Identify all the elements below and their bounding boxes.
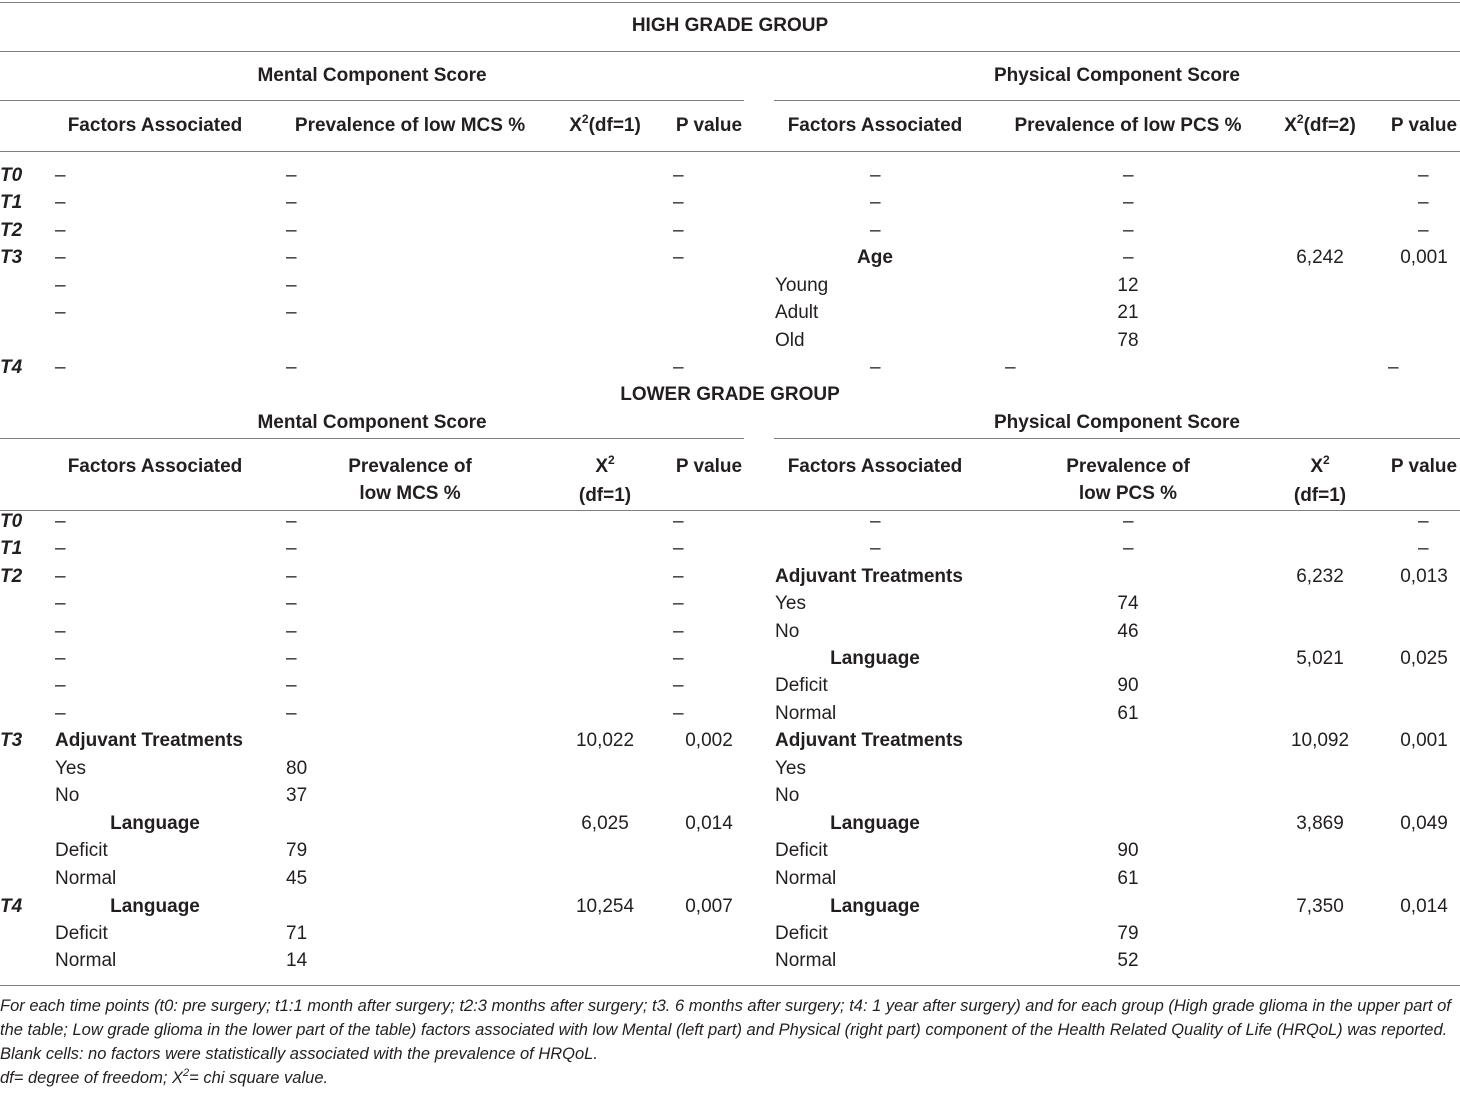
low-pcs-chi-value: 7,350 — [1296, 896, 1344, 917]
high-time-t0: T0 — [0, 165, 23, 186]
high-pcs-dash: – — [870, 220, 881, 241]
low-mcs-level-label: Deficit — [55, 923, 108, 944]
low-mcs-dash: – — [673, 621, 684, 642]
high-grade-title: HIGH GRADE GROUP — [631, 15, 829, 36]
footnote-abbreviations: df= degree of freedom; $X^2=$ chi square value. — [0, 1067, 329, 1087]
low-mcs-title: Mental Component Score — [257, 412, 487, 433]
low-mcs-dash: – — [673, 538, 684, 559]
low-pcs-chi-value: 3,869 — [1296, 813, 1344, 834]
low-pcs-level-label: Deficit — [775, 923, 828, 944]
high-mcs-chi-header: $X^2(df=1)$ — [569, 112, 641, 136]
table-footnote — [0, 994, 1458, 1092]
low-mcs-level-label: Deficit — [55, 840, 108, 861]
low-mcs-level-value: 79 — [286, 840, 308, 861]
low-pcs-level-value: 90 — [1117, 675, 1139, 696]
low-pcs-level-value: 79 — [1117, 923, 1139, 944]
low-mcs-factor-language: Language — [110, 896, 200, 917]
low-mcs-dash: – — [55, 648, 66, 669]
low-pcs-level-label: No — [775, 621, 800, 642]
rule-high-mcs — [0, 100, 744, 101]
low-pcs-dash: – — [1418, 511, 1429, 532]
low-pcs-chi-header: $X^2$ (df=1) — [1293, 453, 1347, 506]
low-mcs-level-label: Normal — [55, 868, 117, 889]
high-pcs-level-value: 78 — [1117, 330, 1139, 351]
low-pcs-level-value: 61 — [1117, 703, 1139, 724]
high-mcs-dash: – — [286, 192, 297, 213]
high-mcs-dash: – — [673, 247, 684, 268]
low-mcs-level-label: No — [55, 785, 80, 806]
low-pcs-level-value: 74 — [1117, 593, 1139, 614]
low-pcs-level-label: Normal — [775, 950, 837, 971]
low-mcs-factor-language: Language — [110, 813, 200, 834]
low-mcs-dash: – — [673, 566, 684, 587]
low-mcs-dash: – — [673, 703, 684, 724]
low-mcs-dash: – — [673, 593, 684, 614]
low-pcs-p-value: 0,001 — [1400, 730, 1448, 751]
low-pcs-factors-header: Factors Associated — [787, 456, 963, 477]
high-time-t1: T1 — [0, 192, 23, 213]
high-pcs-dash: – — [1418, 165, 1429, 186]
low-pcs-factor-adjuvant: Adjuvant Treatments — [775, 730, 963, 751]
high-mcs-dash: – — [286, 357, 297, 378]
low-pcs-dash: – — [1123, 538, 1134, 559]
low-pcs-p-header: P value — [1390, 456, 1458, 477]
high-pcs-level-value: 21 — [1117, 302, 1139, 323]
high-pcs-dash: – — [1418, 192, 1429, 213]
low-pcs-dash: – — [1123, 511, 1134, 532]
high-mcs-dash: – — [286, 275, 297, 296]
low-pcs-level-label: No — [775, 785, 800, 806]
footnote-description: For each time points (t0: pre surgery; t1:1 month after surgery; t2:3 months after surgery; t3. 6 months after surgery; t4: 1 year after surgery) and for each group (High grade glioma in the upper part of the table; Low grade glioma in the lower part of the table) factors associated with low Mental (left part) and Physical (right part) component of the Health Related Quality of Life (HRQoL) was reported. Blank cells: no factors were statistically associated with the prevalence of HRQoL. — [0, 997, 1451, 1063]
high-pcs-dash: – — [1123, 165, 1134, 186]
low-pcs-factor-language: Language — [830, 896, 920, 917]
low-time-t1: T1 — [0, 538, 23, 559]
low-mcs-dash: – — [55, 621, 66, 642]
high-mcs-p-header: P value — [675, 115, 743, 136]
low-mcs-dash: – — [286, 648, 297, 669]
low-pcs-factor-language: Language — [830, 648, 920, 669]
low-time-t4: T4 — [0, 896, 23, 917]
low-mcs-level-value: 37 — [286, 785, 308, 806]
high-pcs-factor-age: Age — [857, 247, 893, 268]
low-pcs-chi-value: 10,092 — [1290, 730, 1350, 751]
low-mcs-dash: – — [55, 566, 66, 587]
high-time-t3: T3 — [0, 247, 23, 268]
low-pcs-p-value: 0,013 — [1400, 566, 1448, 587]
low-mcs-chi-value: 6,025 — [581, 813, 629, 834]
high-mcs-dash: – — [286, 302, 297, 323]
low-mcs-level-value: 80 — [286, 758, 308, 779]
high-mcs-dash: – — [286, 247, 297, 268]
high-mcs-dash: – — [286, 165, 297, 186]
high-mcs-dash: – — [55, 220, 66, 241]
low-time-t0: T0 — [0, 511, 23, 532]
high-time-t4: T4 — [0, 357, 23, 378]
low-mcs-dash: – — [286, 621, 297, 642]
low-pcs-level-label: Yes — [775, 758, 806, 779]
low-mcs-dash: – — [55, 538, 66, 559]
low-mcs-chi-value: 10,022 — [575, 730, 635, 751]
low-pcs-level-label: Normal — [775, 868, 837, 889]
high-pcs-p-value: 0,001 — [1400, 247, 1448, 268]
low-pcs-level-value: 52 — [1117, 950, 1139, 971]
high-mcs-dash: – — [55, 192, 66, 213]
high-pcs-dash: – — [870, 357, 881, 378]
low-pcs-p-value: 0,014 — [1400, 896, 1448, 917]
low-pcs-dash: – — [870, 538, 881, 559]
low-mcs-p-value: 0,014 — [685, 813, 733, 834]
low-mcs-dash: – — [286, 511, 297, 532]
low-grade-title: LOWER GRADE GROUP — [620, 384, 840, 405]
high-mcs-dash: – — [673, 220, 684, 241]
low-mcs-dash: – — [55, 511, 66, 532]
high-pcs-level-label: Young — [775, 275, 829, 296]
low-pcs-chi-value: 5,021 — [1296, 648, 1344, 669]
rule-high-title — [0, 51, 1460, 52]
low-mcs-level-value: 45 — [286, 868, 308, 889]
high-pcs-dash: – — [1005, 357, 1016, 378]
low-mcs-dash: – — [673, 675, 684, 696]
low-mcs-level-value: 14 — [286, 950, 308, 971]
low-time-t2: T2 — [0, 566, 23, 587]
high-time-t2: T2 — [0, 220, 23, 241]
low-mcs-chi-value: 10,254 — [575, 896, 635, 917]
low-mcs-dash: – — [673, 648, 684, 669]
high-pcs-chi-value: 6,242 — [1296, 247, 1344, 268]
low-pcs-level-label: Yes — [775, 593, 806, 614]
rule-low-header — [0, 510, 1460, 511]
high-pcs-dash: – — [870, 165, 881, 186]
low-pcs-dash: – — [870, 511, 881, 532]
high-pcs-factors-header: Factors Associated — [787, 115, 963, 136]
high-pcs-level-label: Adult — [775, 302, 819, 323]
high-mcs-dash: – — [55, 165, 66, 186]
low-mcs-dash: – — [286, 566, 297, 587]
low-mcs-dash: – — [55, 703, 66, 724]
low-mcs-dash: – — [286, 538, 297, 559]
high-mcs-dash: – — [673, 165, 684, 186]
low-pcs-level-value: 61 — [1117, 868, 1139, 889]
high-mcs-dash: – — [55, 275, 66, 296]
high-mcs-dash: – — [673, 192, 684, 213]
low-pcs-level-label: Deficit — [775, 840, 828, 861]
high-pcs-dash: – — [870, 192, 881, 213]
low-pcs-factor-language: Language — [830, 813, 920, 834]
low-pcs-prev-header: Prevalence of low PCS % — [1066, 456, 1190, 504]
low-pcs-p-value: 0,049 — [1400, 813, 1448, 834]
low-mcs-level-value: 71 — [286, 923, 308, 944]
high-pcs-title: Physical Component Score — [993, 65, 1241, 86]
low-mcs-p-value: 0,007 — [685, 896, 733, 917]
low-pcs-factor-adjuvant: Adjuvant Treatments — [775, 566, 963, 587]
rule-low-pcs — [774, 438, 1460, 439]
high-pcs-prev-header: Prevalence of low PCS % — [1014, 115, 1242, 136]
low-mcs-dash: – — [286, 703, 297, 724]
high-mcs-factors-header: Factors Associated — [67, 115, 243, 136]
low-mcs-p-value: 0,002 — [685, 730, 733, 751]
low-mcs-dash: – — [55, 675, 66, 696]
low-mcs-dash: – — [673, 511, 684, 532]
low-mcs-level-label: Normal — [55, 950, 117, 971]
high-pcs-dash: – — [1388, 357, 1399, 378]
high-mcs-dash: – — [673, 357, 684, 378]
low-pcs-level-label: Deficit — [775, 675, 828, 696]
high-mcs-dash: – — [55, 302, 66, 323]
low-mcs-factors-header: Factors Associated — [67, 456, 243, 477]
low-mcs-dash: – — [286, 593, 297, 614]
rule-high-header — [0, 151, 1460, 152]
low-mcs-dash: – — [55, 593, 66, 614]
high-mcs-dash: – — [55, 247, 66, 268]
rule-low-mcs — [0, 438, 744, 439]
low-pcs-chi-value: 6,232 — [1296, 566, 1344, 587]
high-mcs-dash: – — [286, 220, 297, 241]
low-pcs-level-value: 90 — [1117, 840, 1139, 861]
low-mcs-prev-header: Prevalence of low MCS % — [348, 456, 472, 504]
low-time-t3: T3 — [0, 730, 23, 751]
low-pcs-dash: – — [1418, 538, 1429, 559]
low-mcs-level-label: Yes — [55, 758, 86, 779]
high-pcs-chi-header: $X^2(df=2)$ — [1284, 112, 1356, 136]
low-pcs-level-label: Normal — [775, 703, 837, 724]
high-pcs-level-label: Old — [775, 330, 805, 351]
low-mcs-chi-header: $X^2$ (df=1) — [578, 453, 632, 506]
low-pcs-p-value: 0,025 — [1400, 648, 1448, 669]
low-pcs-title: Physical Component Score — [993, 412, 1241, 433]
high-pcs-dash: – — [1123, 220, 1134, 241]
high-pcs-dash: – — [1418, 220, 1429, 241]
high-mcs-dash: – — [55, 357, 66, 378]
high-pcs-p-header: P value — [1390, 115, 1458, 136]
high-mcs-prev-header: Prevalence of low MCS % — [294, 115, 526, 136]
low-mcs-dash: – — [286, 675, 297, 696]
low-mcs-factor-adjuvant: Adjuvant Treatments — [55, 730, 243, 751]
rule-top — [0, 2, 1460, 3]
high-pcs-level-value: 12 — [1117, 275, 1139, 296]
rule-high-pcs — [774, 100, 1460, 101]
low-mcs-p-header: P value — [675, 456, 743, 477]
high-pcs-dash: – — [1123, 247, 1134, 268]
high-pcs-dash: – — [1123, 192, 1134, 213]
high-mcs-title: Mental Component Score — [257, 65, 487, 86]
rule-bottom — [0, 985, 1460, 986]
low-pcs-level-value: 46 — [1117, 621, 1139, 642]
